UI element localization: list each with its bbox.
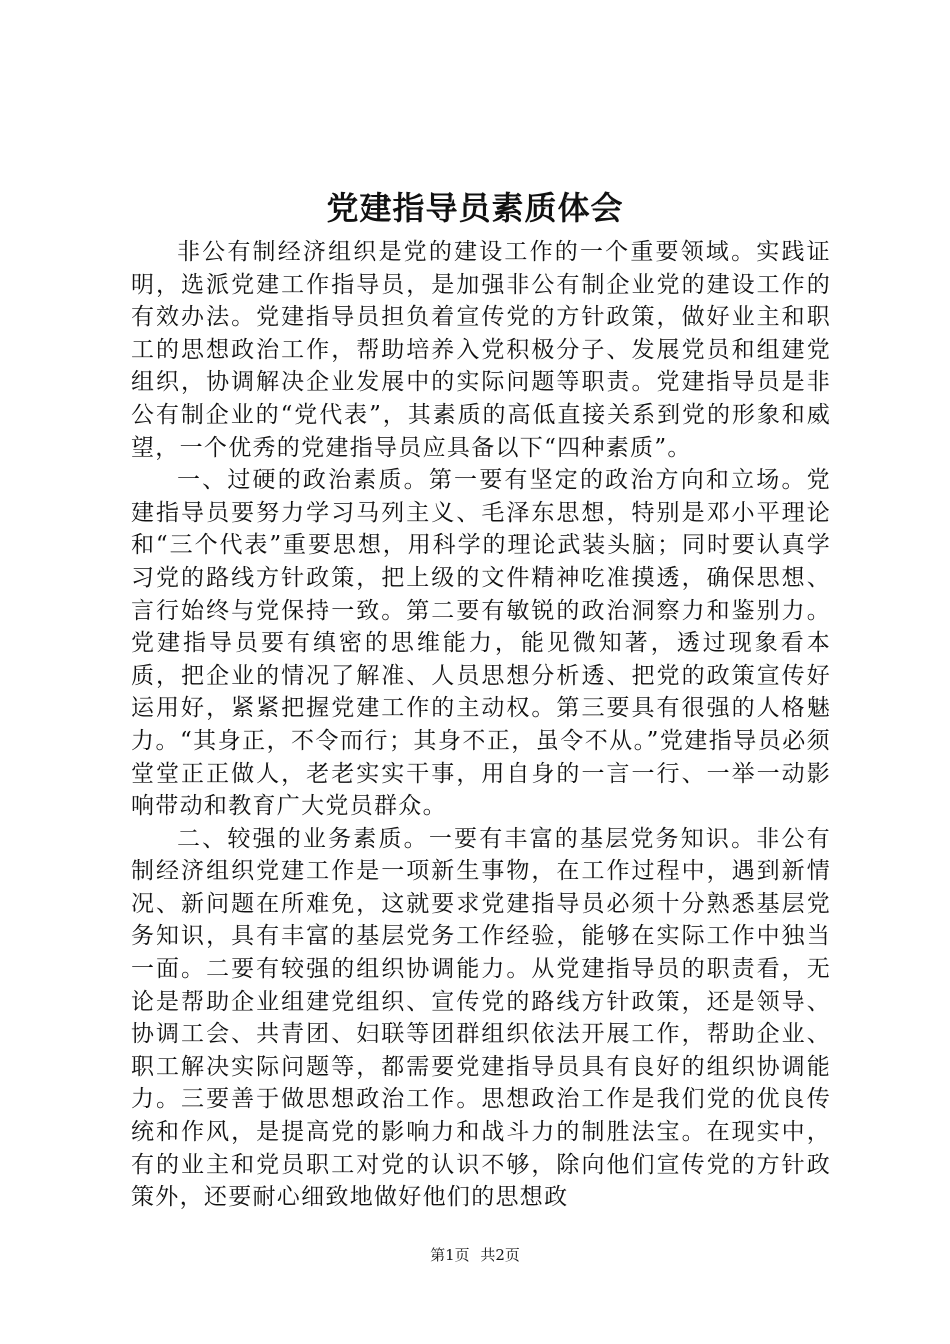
paragraph-business-quality: 二、较强的业务素质。一要有丰富的基层党务知识。非公有制经济组织党建工作是一项新生事物，在工作过程中，遇到新情况、新问题在所难免，这就要求党建指导员必须十分熟悉基层党务知识，具有丰富的基层党务工作经验，能够在实际工作中独当一面。二要有较强的组织协调能力。从党建指导员的职责看，无论是帮助企业组建党组织、宣传党的路线方针政策，还是领导、协调工会、共青团、妇联等团群组织依法开展工作，帮助企业、职工解决实际问题等，都需要党建指导员具有良好的组织协调能力。三要善于做思想政治工作。思想政治工作是我们党的优良传统和作风，是提高党的影响力和战斗力的制胜法宝。在现实中，有的业主和党员职工对党的认识不够，除向他们宣传党的方针政策外，还要耐心细致地做好他们的思想政 — [131, 825, 831, 1211]
document-body — [131, 236, 831, 1214]
paragraph-political-quality: 一、过硬的政治素质。第一要有坚定的政治方向和立场。党建指导员要努力学习马列主义、毛泽东思想，特别是邓小平理论和“三个代表”重要思想，用科学的理论武装头脑；同时要认真学习党的路线方针政策，把上级的文件精神吃准摸透，确保思想、言行始终与党保持一致。第二要有敏锐的政治洞察力和鉴别力。党建指导员要有缜密的思维能力，能见微知著，透过现象看本质，把企业的情况了解准、人员思想分析透、把党的政策宣传好运用好，紧紧把握党建工作的主动权。第三要具有很强的人格魅力。“其身正，不令而行；其身不正，虽令不从。”党建指导员必须堂堂正正做人，老老实实干事，用自身的一言一行、一举一动影响带动和教育广大党员群众。 — [131, 467, 831, 820]
page-footer — [0, 1245, 950, 1265]
document-title: 党建指导员素质体会 — [326, 189, 624, 227]
paragraph-intro: 非公有制经济组织是党的建设工作的一个重要领域。实践证明，选派党建工作指导员，是加强非公有制企业党的建设工作的有效办法。党建指导员担负着宣传党的方针政策，做好业主和职工的思想政治工作，帮助培养入党积极分子、发展党员和组建党组织，协调解决企业发展中的实际问题等职责。党建指导员是非公有制企业的“党代表”，其素质的高低直接关系到党的形象和威望，一个优秀的党建指导员应具备以下“四种素质”。 — [131, 239, 831, 461]
page-number-total: 共2页 — [480, 1246, 520, 1264]
page-number-current: 第1页 — [430, 1246, 470, 1264]
